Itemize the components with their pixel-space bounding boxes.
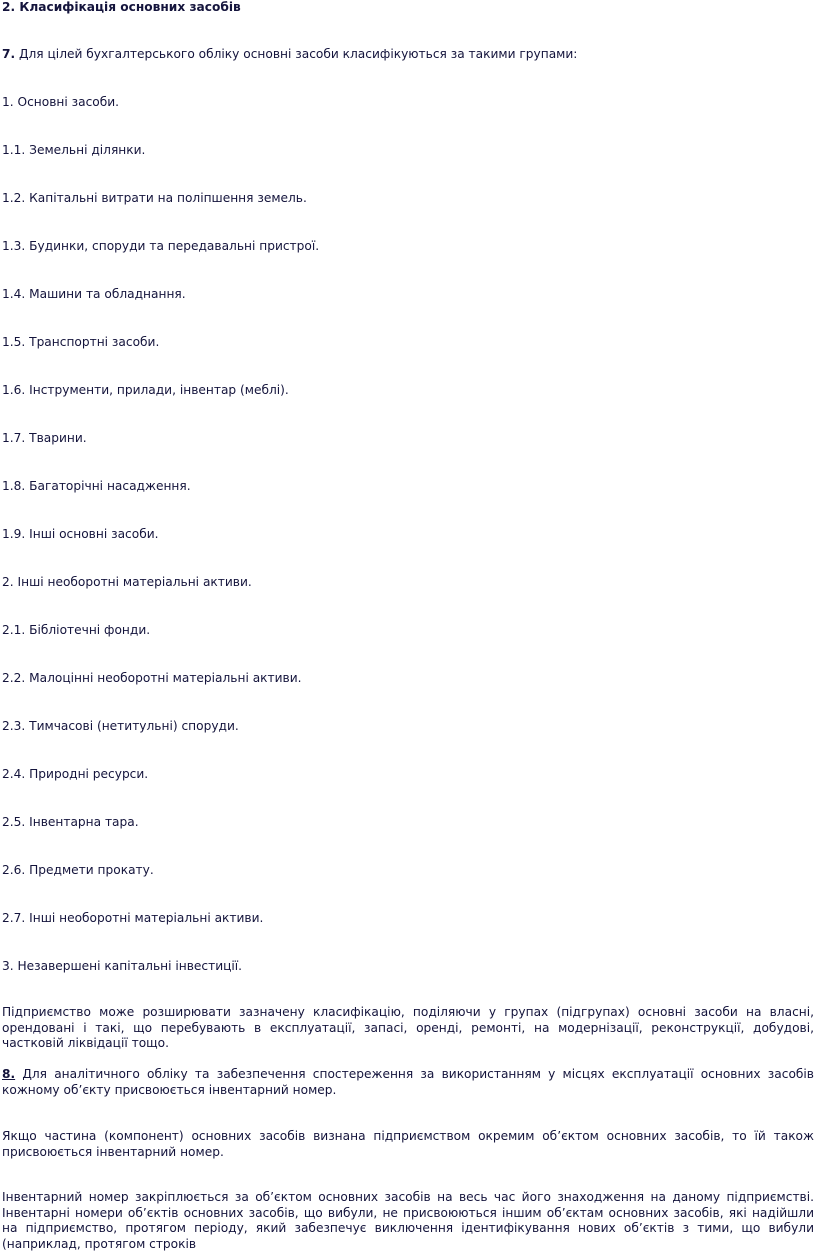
paragraph-subgroups: Підприємство може розширювати зазначену класифікацію, поділяючи у групах (підгрупах) основні засоби на власні, орендовані і такі, що перебувають в експлуатації, запасі, оренді, ремонті, на модернізації, реконструкції, добудові, частковій ліквідації тощо.	[2, 1005, 814, 1050]
section-title: 2. Класифікація основних засобів	[2, 0, 241, 14]
group-item: 3. Незавершені капітальні інвестиції.	[2, 959, 243, 973]
clause-8-text: Для аналітичного обліку та забезпечення спостереження за використанням у місцях експлуатації основних засобів кожному об’єкту присвоюється інвентарний номер.	[2, 1067, 814, 1097]
group-item: 1. Основні засоби.	[2, 95, 120, 109]
clause-8	[2, 1067, 814, 1098]
group-item: 1.5. Транспортні засоби.	[2, 335, 160, 349]
group-item: 2.1. Бібліотечні фонди.	[2, 623, 151, 637]
group-item: 1.8. Багаторічні насадження.	[2, 479, 191, 493]
group-item: 1.2. Капітальні витрати на поліпшення земель.	[2, 191, 307, 205]
clause-7-text: Для цілей бухгалтерського обліку основні засоби класифікуються за такими групами:	[15, 47, 578, 61]
group-item: 1.7. Тварини.	[2, 431, 87, 445]
group-item: 1.6. Інструменти, прилади, інвентар (меблі).	[2, 383, 289, 397]
group-item: 2. Інші необоротні матеріальні активи.	[2, 575, 252, 589]
clause-8-number: 8.	[2, 1067, 16, 1081]
group-item: 1.1. Земельні ділянки.	[2, 143, 146, 157]
paragraph-inventory: Інвентарний номер закріплюється за об’єктом основних засобів на весь час його знаходження на даному підприємстві. Інвентарні номери об’єктів основних засобів, що вибули, не присвоюються іншим об’єктам основних засобів, які надійшли на підприємство, протягом періоду, який забезпечує виключення ідентифікування нових об’єктів з тими, що вибули (наприклад, протягом строків	[2, 1190, 814, 1251]
group-item: 2.7. Інші необоротні матеріальні активи.	[2, 911, 264, 925]
group-item: 2.2. Малоцінні необоротні матеріальні активи.	[2, 671, 302, 685]
group-item: 2.4. Природні ресурси.	[2, 767, 149, 781]
paragraph-component: Якщо частина (компонент) основних засобів визнана підприємством окремим об’єктом основних засобів, то їй також присвоюється інвентарний номер.	[2, 1129, 814, 1159]
clause-7	[2, 47, 577, 62]
group-item: 2.6. Предмети прокату.	[2, 863, 154, 877]
clause-7-number: 7.	[2, 47, 16, 61]
group-item: 2.5. Інвентарна тара.	[2, 815, 139, 829]
group-item: 1.4. Машини та обладнання.	[2, 287, 186, 301]
group-item: 1.9. Інші основні засоби.	[2, 527, 159, 541]
group-item: 2.3. Тимчасові (нетитульні) споруди.	[2, 719, 239, 733]
group-item: 1.3. Будинки, споруди та передавальні пристрої.	[2, 239, 320, 253]
